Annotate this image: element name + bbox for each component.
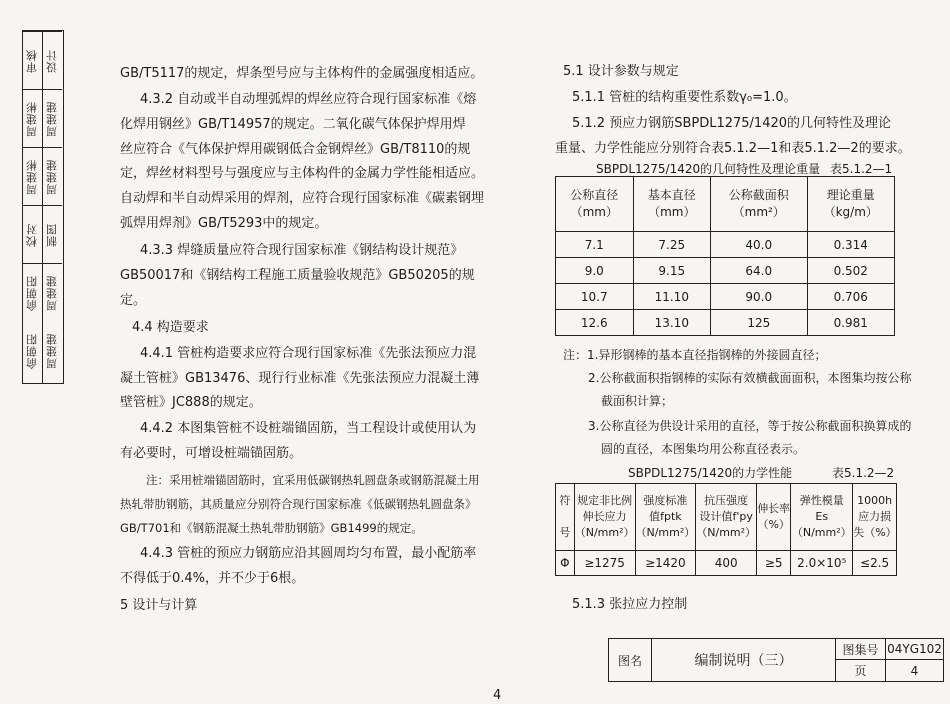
table-header: 弹性模量 Es （N/mm²） bbox=[791, 484, 853, 551]
signature-column-designer bbox=[43, 31, 62, 383]
table-header: 伸长率 （%） bbox=[757, 484, 791, 551]
title-block bbox=[608, 638, 944, 682]
paragraph: GB/T5117的规定，焊条型号应与主体构件的金属强度相适应。 bbox=[120, 66, 484, 81]
note: 注：采用桩端锚固筋时，宜采用低碳钢热轧圆盘条或钢筋混凝土用 bbox=[146, 473, 480, 487]
table-header: 强度标准 值fptk （N/mm²） bbox=[635, 484, 696, 551]
note: GB/T701和《钢筋混凝土热轧带肋钢筋》GB1499的规定。 bbox=[120, 521, 423, 535]
table-cell: ≥5 bbox=[757, 551, 791, 576]
sign-cell: 俞朝阳 bbox=[23, 263, 42, 322]
table-header: 1000h 应力损 失（%） bbox=[853, 484, 897, 551]
page-number: 4 bbox=[493, 688, 502, 703]
sign-cell: 周建彬 bbox=[23, 89, 42, 148]
table-row bbox=[556, 551, 897, 576]
table-header: 规定非比例 伸长应力 （N/mm²） bbox=[574, 484, 635, 551]
table-cell: 10.7 bbox=[556, 284, 634, 310]
table-cell: 0.502 bbox=[807, 258, 894, 284]
sign-cell: 周建建 bbox=[43, 89, 62, 148]
note: 截面积计算； bbox=[601, 394, 674, 408]
paragraph: 定，焊丝材料型号与强度应与主体构件的金属力学性能相适应。 bbox=[120, 166, 485, 181]
table-row bbox=[556, 258, 895, 284]
paragraph: 4.4.3 管桩的预应力钢筋应沿其圆周均匀布置，最小配筋率 bbox=[140, 546, 477, 561]
sign-cell: 周建建 bbox=[45, 333, 59, 369]
table-cell: 64.0 bbox=[711, 258, 807, 284]
sign-cell: 制图 bbox=[43, 205, 62, 264]
table-cell: 12.6 bbox=[556, 310, 634, 336]
table-header-row bbox=[556, 177, 895, 232]
note: 3.公称直径为供设计采用的直径，等于按公称截面积换算成的 bbox=[588, 419, 912, 433]
table-cell: 0.981 bbox=[807, 310, 894, 336]
paragraph: 丝应符合《气体保护焊用碳钢低合金钢焊丝》GB/T8110的规 bbox=[120, 142, 471, 157]
table-row bbox=[556, 232, 895, 258]
sign-cell: 周建建 bbox=[43, 263, 62, 322]
table-cell: 125 bbox=[711, 310, 807, 336]
table-header: 公称直径 （mm） bbox=[556, 177, 634, 232]
table-cell: 0.706 bbox=[807, 284, 894, 310]
geometry-table bbox=[555, 176, 895, 336]
table-cell: ≤2.5 bbox=[853, 551, 897, 576]
note: 注：1.异形钢棒的基本直径指钢棒的外接圆直径； bbox=[563, 348, 827, 362]
paragraph: 4.3.3 焊缝质量应符合现行国家标准《钢结构设计规范》 bbox=[140, 243, 464, 258]
table-title: SBPDL1275/1420的力学性能 bbox=[628, 466, 793, 480]
table-cell: ≥1420 bbox=[635, 551, 696, 576]
table-header: 公称截面积 （mm²） bbox=[711, 177, 807, 232]
page-label: 页 bbox=[854, 664, 867, 678]
table-cell: Φ bbox=[556, 551, 575, 576]
sign-cell: 校对 bbox=[23, 205, 42, 264]
paragraph: 重量、力学性能应分别符合表5.1.2—1和表5.1.2—2的要求。 bbox=[555, 141, 911, 156]
paragraph: 5.1.2 预应力钢筋SBPDL1275/1420的几何特性及理论 bbox=[572, 116, 892, 131]
table-header: 基本直径 （mm） bbox=[633, 177, 711, 232]
table-title: SBPDL1275/1420的几何特性及理论重量 bbox=[596, 162, 821, 176]
atlas-number-label: 图集号 bbox=[842, 642, 879, 657]
table-cell: 0.314 bbox=[807, 232, 894, 258]
note: 圆的直径，本图集均用公称直径表示。 bbox=[601, 442, 806, 456]
paragraph: 5.1.1 管桩的结构重要性系数γ₀=1.0。 bbox=[572, 90, 797, 105]
table-row bbox=[556, 310, 895, 336]
section-heading: 5.1.3 张拉应力控制 bbox=[572, 597, 688, 612]
table-cell: 2.0×10⁵ bbox=[791, 551, 853, 576]
paragraph: 不得低于0.4%，并不少于6根。 bbox=[120, 571, 305, 586]
drawing-name: 编制说明（三） bbox=[694, 653, 793, 669]
paragraph: GB50017和《钢结构工程施工质量验收规范》GB50205的规 bbox=[120, 268, 475, 283]
sign-cell: 周建建 bbox=[43, 147, 62, 206]
paragraph: 凝土管桩》GB13476、现行行业标准《先张法预应力混凝土薄 bbox=[120, 371, 480, 386]
table-number: 表5.1.2—1 bbox=[830, 162, 893, 176]
table-cell: 11.10 bbox=[633, 284, 711, 310]
paragraph: 4.4.1 管桩构造要求应符合现行国家标准《先张法预应力混 bbox=[140, 346, 477, 361]
paragraph: 定。 bbox=[120, 293, 147, 308]
sign-cell: 设计 bbox=[43, 31, 62, 90]
table-cell: 7.1 bbox=[556, 232, 634, 258]
paragraph: 自动焊和半自动焊采用的焊剂，应符合现行国家标准《碳素钢埋 bbox=[120, 191, 485, 206]
section-heading: 4.4 构造要求 bbox=[132, 320, 209, 335]
drawing-name-label: 图名 bbox=[617, 653, 642, 668]
note: 热轧带肋钢筋，其质量应分别符合现行国家标准《低碳钢热轧圆盘条》 bbox=[120, 497, 477, 511]
table-number: 表5.1.2—2 bbox=[832, 466, 895, 480]
paragraph: 4.3.2 自动或半自动埋弧焊的焊丝应符合现行国家标准《熔 bbox=[140, 92, 477, 107]
table-header-row bbox=[556, 484, 897, 551]
table-cell: 13.10 bbox=[633, 310, 711, 336]
sign-cell: 俞朝阳 bbox=[25, 333, 39, 369]
section-heading: 5.1 设计参数与规定 bbox=[563, 64, 679, 79]
table-header: 理论重量 （kg/m） bbox=[807, 177, 894, 232]
table-cell: 400 bbox=[696, 551, 757, 576]
paragraph: 壁管桩》JC888的规定。 bbox=[120, 395, 262, 410]
sign-cell: 审核 bbox=[23, 31, 42, 90]
signature-column-reviewer bbox=[23, 31, 43, 383]
atlas-number: 04YG102 bbox=[887, 642, 942, 656]
paragraph: 4.4.2 本图集管桩不设桩端锚固筋，当工程设计或使用认为 bbox=[140, 421, 477, 436]
table-cell: 9.0 bbox=[556, 258, 634, 284]
paragraph: 有必要时，可增设桩端锚固筋。 bbox=[120, 446, 303, 461]
table-cell: ≥1275 bbox=[574, 551, 635, 576]
table-header: 抗压强度 设计值f'py （N/mm²） bbox=[696, 484, 757, 551]
table-row bbox=[556, 284, 895, 310]
table-cell: 9.15 bbox=[633, 258, 711, 284]
table-header: 符 号 bbox=[556, 484, 575, 551]
paragraph: 弧焊用焊剂》GB/T5293中的规定。 bbox=[120, 216, 328, 231]
table-cell: 90.0 bbox=[711, 284, 807, 310]
signature-strip bbox=[22, 30, 64, 384]
sign-cell: 周建彬 bbox=[23, 147, 42, 206]
section-heading: 5 设计与计算 bbox=[120, 598, 198, 613]
mechanical-table bbox=[555, 483, 897, 576]
paragraph: 化焊用钢丝》GB/T14957的规定。二氧化碳气体保护焊用焊 bbox=[120, 117, 466, 132]
sheet-page-number: 4 bbox=[910, 663, 919, 678]
table-cell: 40.0 bbox=[711, 232, 807, 258]
table-cell: 7.25 bbox=[633, 232, 711, 258]
note: 2.公称截面积指钢棒的实际有效横截面面积，本图集均按公称 bbox=[588, 371, 912, 385]
